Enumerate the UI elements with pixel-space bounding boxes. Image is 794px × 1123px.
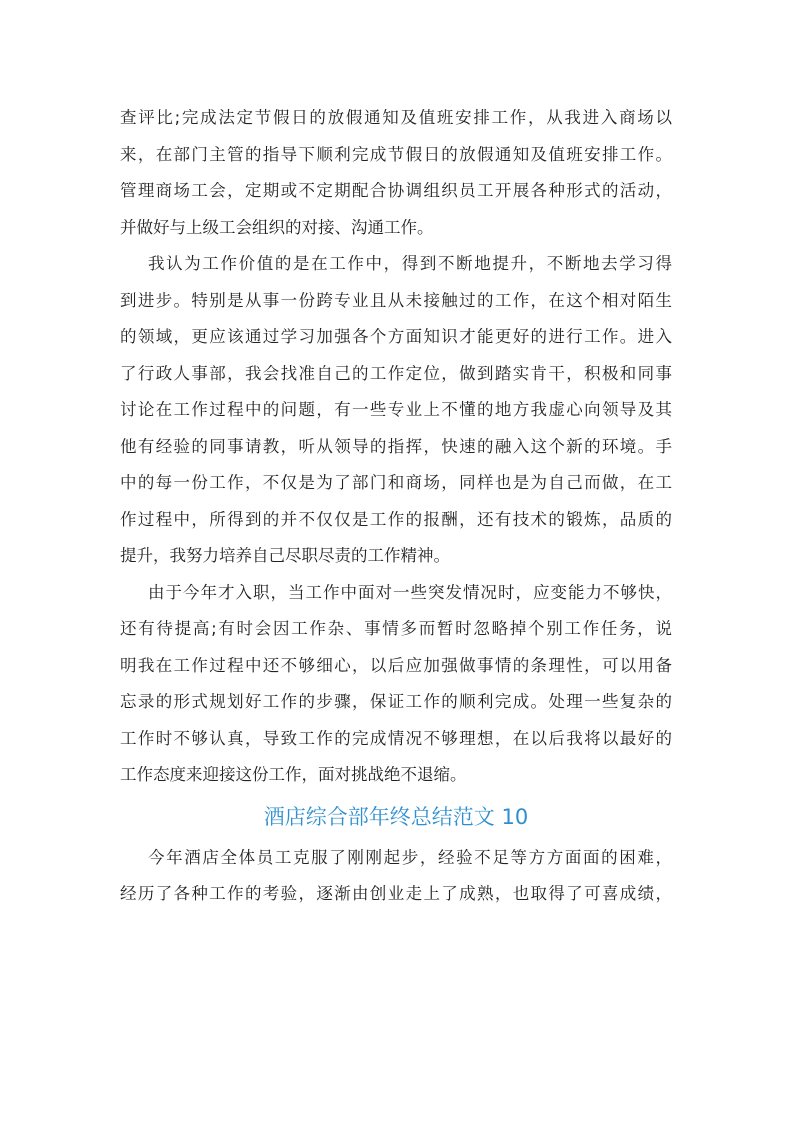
text-line: 明我在工作过程中还不够细心，以后应加强做事情的条理性，可以用备 — [120, 655, 672, 675]
text-line: 查评比;完成法定节假日的放假通知及值班安排工作，从我进入商场以 — [120, 108, 672, 127]
paragraph-2 — [120, 246, 672, 575]
text-line: 管理商场工会，定期或不定期配合协调组织员工开展各种形式的活动， — [120, 181, 672, 200]
paragraph-1 — [120, 100, 672, 246]
section-heading: 酒店综合部年终总结范文 10 — [263, 804, 529, 829]
text-line: 到进步。特别是从事一份跨专业且从未接触过的工作，在这个相对陌生 — [120, 290, 672, 310]
text-line: 来，在部门主管的指导下顺利完成节假日的放假通知及值班安排工作。 — [120, 144, 672, 164]
text-line: 还有待提高;有时会因工作杂、事情多而暂时忽略掉个别工作任务，说 — [120, 619, 672, 638]
text-line: 提升，我努力培养自己尽职尽责的工作精神。 — [120, 546, 450, 565]
text-line: 经历了各种工作的考验，逐渐由创业走上了成熟，也取得了可喜成绩， — [120, 884, 672, 903]
text-line: 由于今年才入职，当工作中面对一些突发情况时，应变能力不够快， — [148, 582, 672, 602]
text-line: 工作时不够认真，导致工作的完成情况不够理想，在以后我将以最好的 — [120, 728, 672, 748]
text-line: 我认为工作价值的是在工作中，得到不断地提升，不断地去学习得 — [148, 254, 672, 273]
text-line: 中的每一份工作，不仅是为了部门和商场，同样也是为自己而做，在工 — [120, 473, 672, 492]
text-line: 了行政人事部，我会找准自己的工作定位，做到踏实肯干，积极和同事 — [120, 363, 672, 383]
text-line: 作过程中，所得到的并不仅仅是工作的报酬，还有技术的锻炼，品质的 — [120, 509, 672, 529]
text-line: 的领域，更应该通过学习加强各个方面知识才能更好的进行工作。进入 — [120, 327, 672, 346]
text-line: 讨论在工作过程中的问题，有一些专业上不懂的地方我虚心向领导及其 — [120, 400, 672, 419]
text-line: 忘录的形式规划好工作的步骤，保证工作的顺利完成。处理一些复杂的 — [120, 692, 672, 711]
text-line: 今年酒店全体员工克服了刚刚起步，经验不足等方方面面的困难， — [148, 847, 672, 867]
paragraph-4 — [120, 840, 672, 913]
text-line: 他有经验的同事请教，听从领导的指挥，快速的融入这个新的环境。手 — [120, 436, 672, 456]
paragraph-3 — [120, 575, 672, 794]
text-line: 工作态度来迎接这份工作，面对挑战绝不退缩。 — [120, 765, 467, 784]
document-page — [120, 100, 672, 913]
text-line: 并做好与上级工会组织的对接、沟通工作。 — [120, 217, 434, 237]
